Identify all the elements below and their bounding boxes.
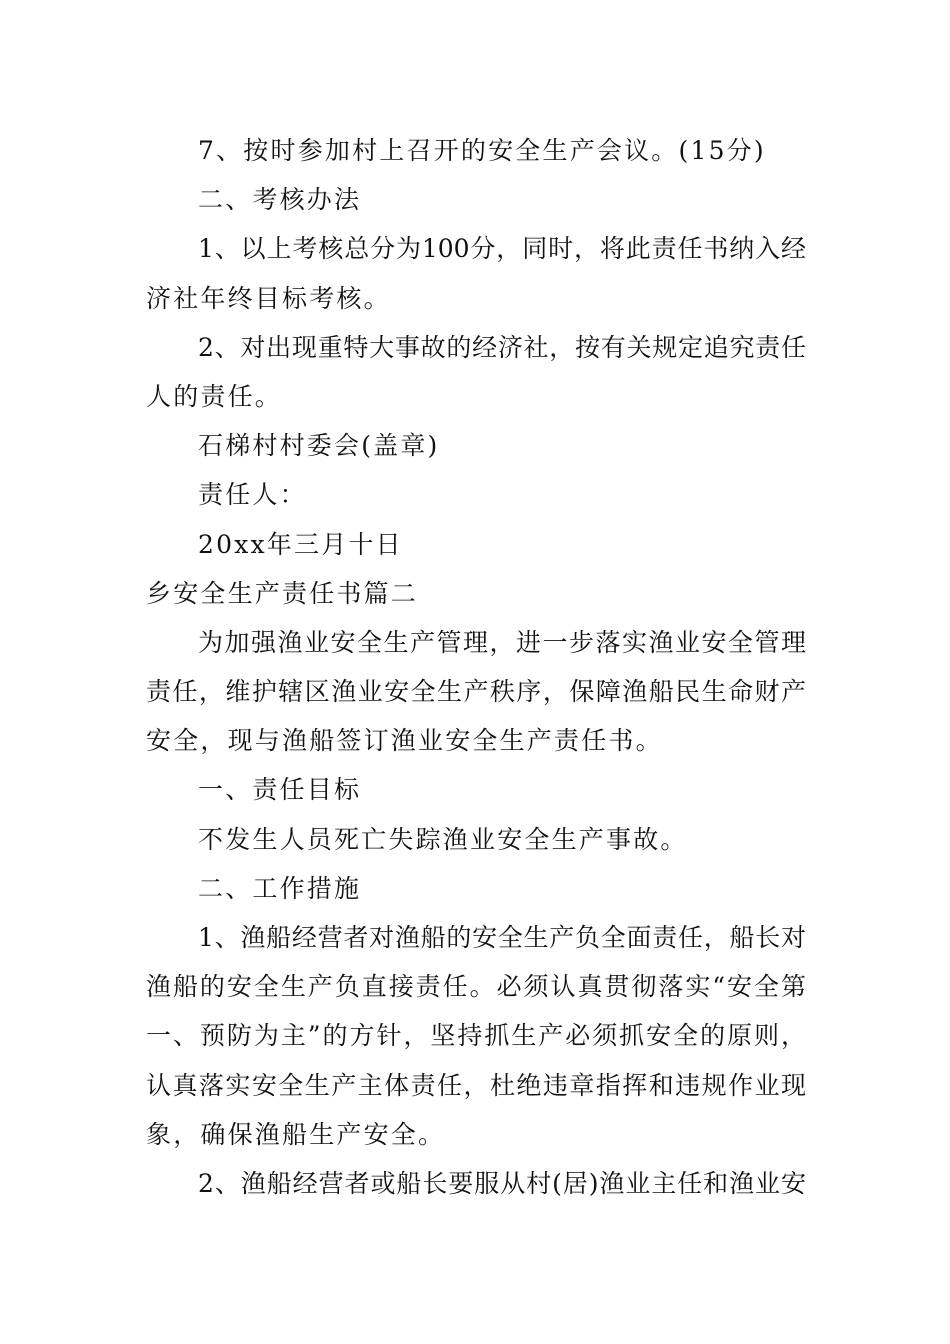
paragraph-line: 一、预防为主”的方针，坚持抓生产必须抓安全的原则， <box>146 1021 806 1051</box>
paragraph-line: 2、渔船经营者或船长要服从村(居)渔业主任和渔业安 <box>198 1168 806 1198</box>
paragraph-line: 2、对出现重特大事故的经济社，按有关规定追究责任 <box>198 332 806 362</box>
paragraph-line: 济社年终目标考核。 <box>146 283 391 313</box>
paragraph-line: 为加强渔业安全生产管理，进一步落实渔业安全管理 <box>198 627 806 657</box>
paragraph-line: 1、以上考核总分为100分，同时，将此责任书纳入经 <box>198 234 806 264</box>
paragraph-line: 1、渔船经营者对渔船的安全生产负全面责任，船长对 <box>198 923 806 952</box>
document-date: 20xx年三月十日 <box>198 529 403 559</box>
section-heading: 一、责任目标 <box>198 775 362 805</box>
document-page <box>146 126 806 1208</box>
signature-org: 石梯村村委会(盖章) <box>198 431 440 461</box>
paragraph-line: 7、按时参加村上召开的安全生产会议。(15分) <box>198 136 766 165</box>
paragraph-line: 渔船的安全生产负直接责任。必须认真贯彻落实“安全第 <box>146 972 806 1002</box>
section-heading: 二、工作措施 <box>198 873 362 903</box>
responsible-person: 责任人： <box>198 480 307 510</box>
paragraph-line: 责任，维护辖区渔业安全生产秩序，保障渔船民生命财产 <box>146 677 806 707</box>
paragraph-line: 不发生人员死亡失踪渔业安全生产事故。 <box>198 824 688 854</box>
section-heading: 二、考核办法 <box>198 185 362 215</box>
paragraph-line: 人的责任。 <box>146 381 283 411</box>
document-title: 乡安全生产责任书篇二 <box>146 578 419 608</box>
paragraph-line: 认真落实安全生产主体责任，杜绝违章指挥和违规作业现 <box>146 1070 806 1100</box>
paragraph-line: 安全，现与渔船签订渔业安全生产责任书。 <box>146 726 663 756</box>
paragraph-line: 象，确保渔船生产安全。 <box>146 1119 446 1149</box>
